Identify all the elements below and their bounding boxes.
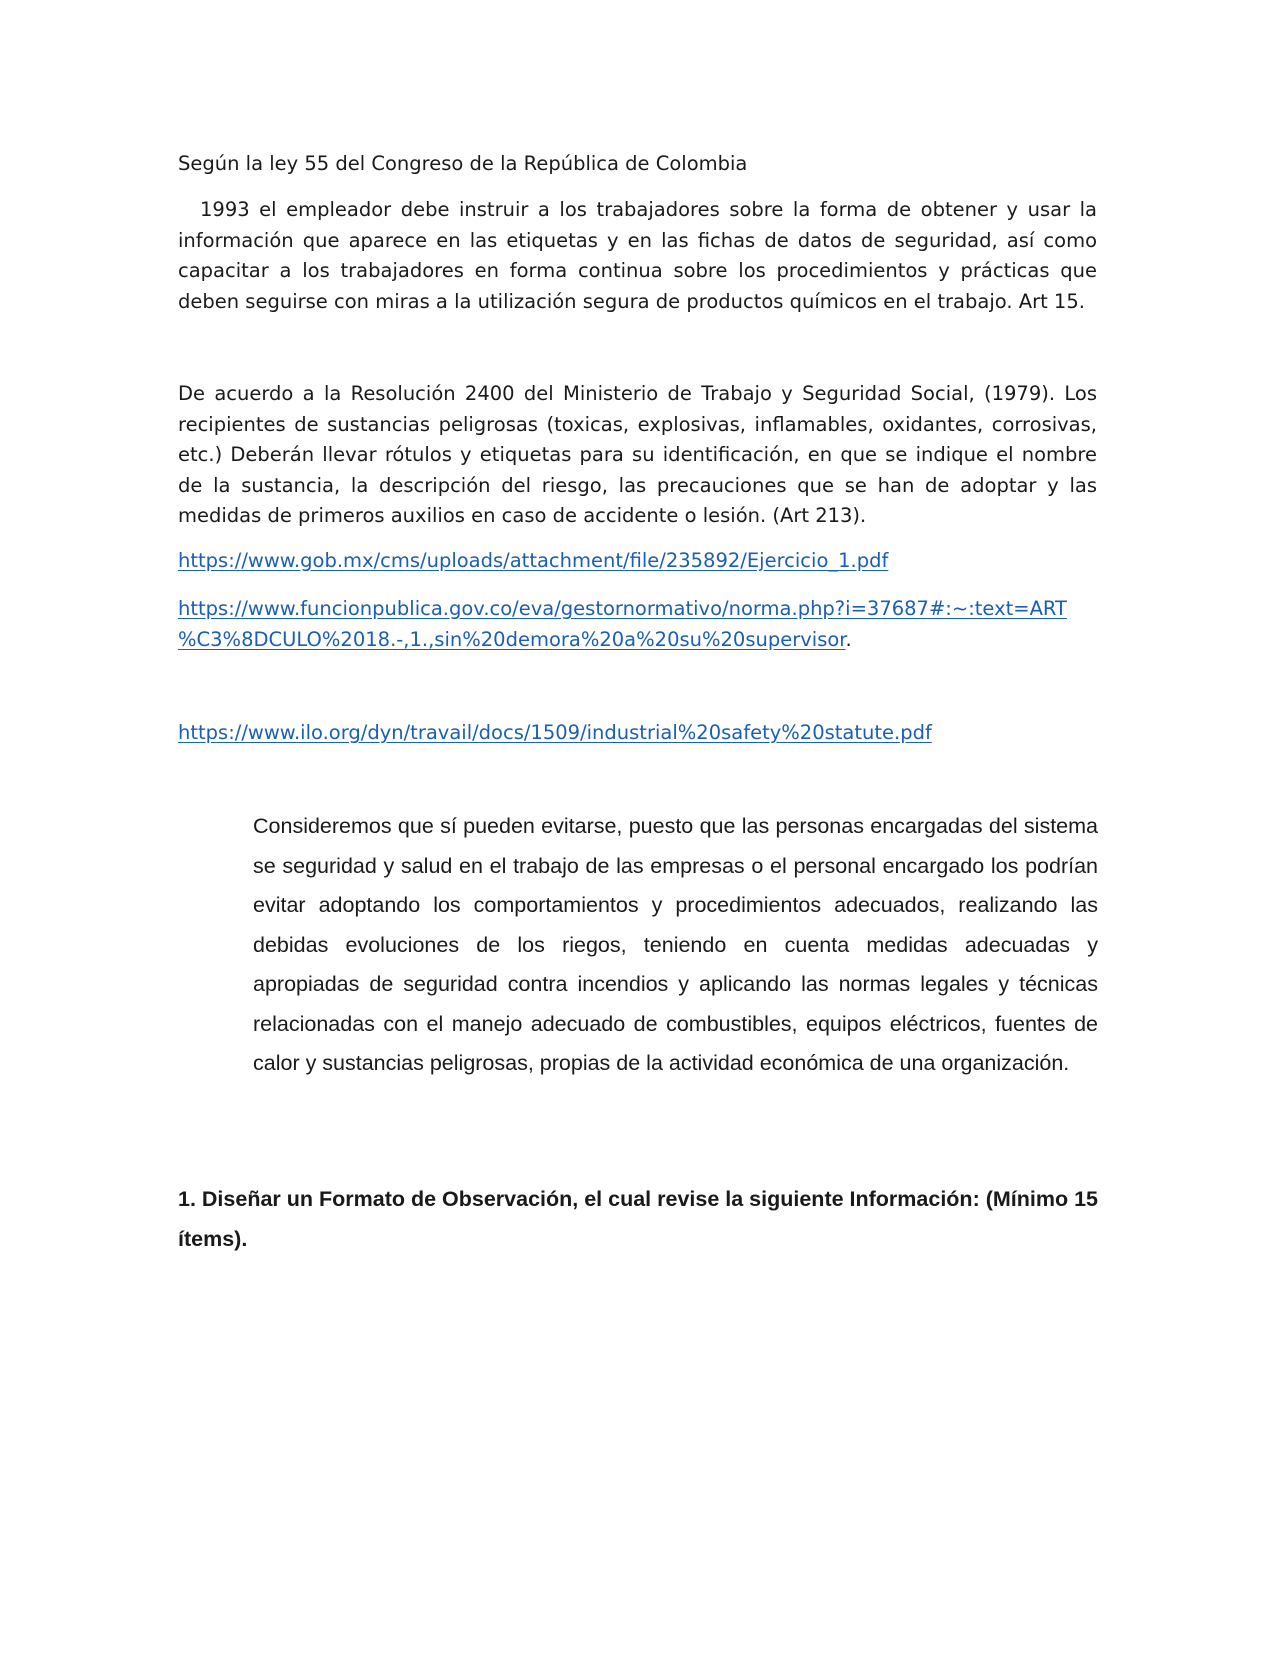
paragraph-prevention-reflection: Consideremos que sí pueden evitarse, puesto que las personas encargadas del sistema se seguridad y salud en el trabajo de las empresas o el personal encargado los podrían evitar adoptando los comportamientos y procedimientos adecuados, realizando las debidas evoluciones de los riegos, teniendo en cuenta medidas adecuadas y apropiadas de seguridad contra incendios y aplicando las normas legales y técnicas relacionadas con el manejo adecuado de combustibles, equipos eléctricos, fuentes de calor y sustancias peligrosas, propias de la actividad económica de una organización.: [253, 814, 1098, 1075]
paragraph-employer-instruction: 1993 el empleador debe instruir a los trabajadores sobre la forma de obtener y usar la información que aparece en las etiquetas y en las fichas de datos de seguridad, así como capacitar a los trabajadores en forma continua sobre los procedimientos y prácticas que deben seguirse con miras a la utilización segura de productos químicos en el trabajo. Art 15.: [178, 198, 1097, 313]
link-row-ilo: [178, 718, 1097, 749]
law-heading: Según la ley 55 del Congreso de la República de Colombia: [178, 152, 748, 175]
link-funcionpublica-part-2[interactable]: %C3%8DCULO%2018.-,1.,sin%20demora%20a%20su%20supervisor: [178, 628, 846, 651]
link-row-funcionpublica-2: [178, 625, 1097, 656]
link-trailing-period: .: [845, 628, 852, 651]
link-ilo-safety-statute[interactable]: https://www.ilo.org/dyn/travail/docs/1509/industrial%20safety%20statute.pdf: [178, 721, 932, 744]
task-heading-observation-format: 1. Diseñar un Formato de Observación, el cual revise la siguiente Información: (Mínimo 15 ítems).: [178, 1187, 1098, 1251]
link-gob-mx-pdf[interactable]: https://www.gob.mx/cms/uploads/attachment/file/235892/Ejercicio_1.pdf: [178, 549, 889, 572]
link-funcionpublica-part-1[interactable]: https://www.funcionpublica.gov.co/eva/gestornormativo/norma.php?i=37687#:~:text=ART: [178, 597, 1067, 620]
link-row-gob-mx: [178, 546, 1097, 577]
link-row-funcionpublica-1: [178, 594, 1097, 625]
paragraph-resolution-2400: De acuerdo a la Resolución 2400 del Ministerio de Trabajo y Seguridad Social, (1979). Los recipientes de sustancias peligrosas (toxicas, explosivas, inflamables, oxidantes, corrosivas, etc.) Deberán llevar rótulos y etiquetas para su identificación, en que se indique el nombre de la sustancia, la descripción del riesgo, las precauciones que se han de adoptar y las medidas de primeros auxilios en caso de accidente o lesión. (Art 213).: [178, 382, 1097, 527]
